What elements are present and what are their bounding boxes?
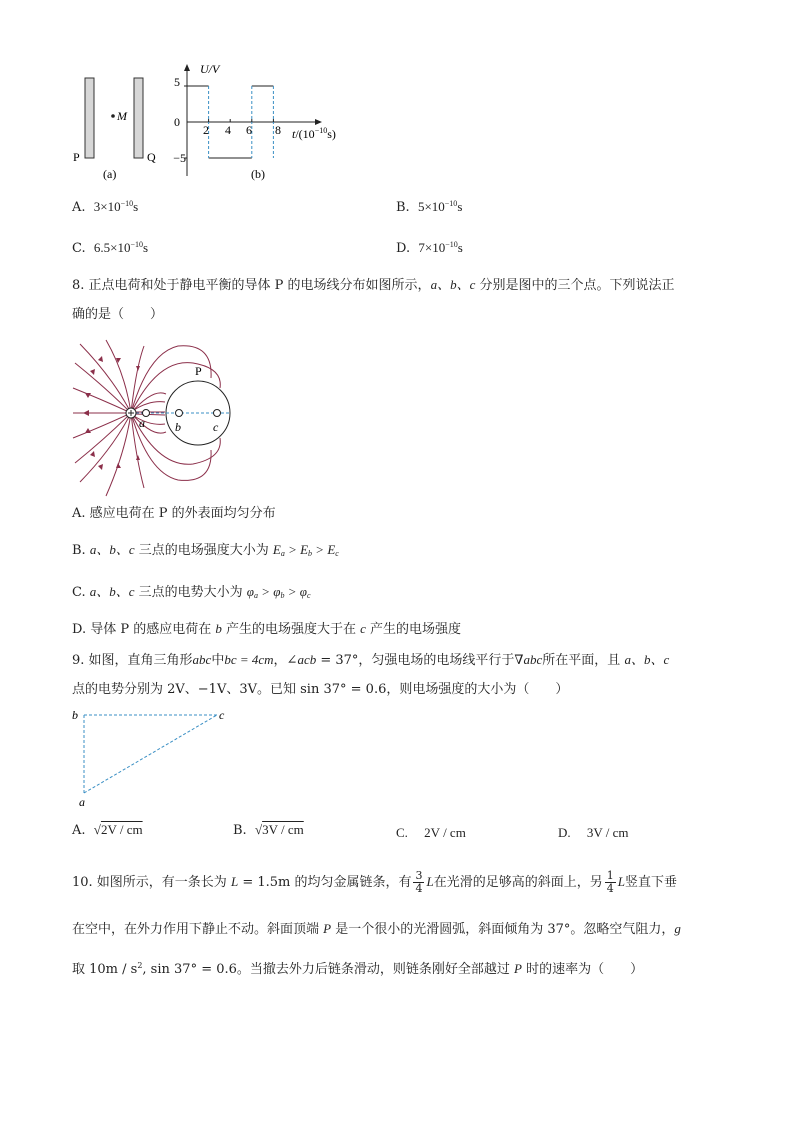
q9-var: abc [192,652,212,667]
q7-option-B[interactable] [396,199,462,215]
q10-text: 取 10m / s [72,962,138,977]
q10-var: L [426,874,434,889]
q10-text: , sin 37° = 0.6。当撤去外力后链条滑动，则链条刚好全部越过 [142,962,515,977]
q8-stem-line2: 确的是（ ） [72,307,164,322]
option-unit: s [457,199,463,214]
label-Q: Q [147,150,156,164]
label-c: c [213,420,219,434]
q10-stem-line3: 取 $10m / s^2$, sin 37° = 0.6。当撤去外力后链条滑动，则链条刚好全部越过 P 时的速率为（ ） [72,961,644,977]
option-exp: −10 [120,199,134,208]
q10-var: P [323,921,332,936]
point-ref: b [215,621,222,636]
option-exp: −10 [445,240,458,249]
plates-figure [70,70,180,185]
potential-inequality: $\varphi_a > \varphi_b > \varphi_c$ [246,584,311,600]
caption-a: (a) [103,167,117,181]
option-unit: s [143,240,149,255]
q9-option-D[interactable]: D. 3V / cm [558,825,629,840]
option-exp: −10 [130,240,143,249]
x-axis-arrow [315,119,322,125]
q8-points: a、b、c [430,277,476,292]
q9-text: 中 [211,653,225,668]
field-inequality: $E_a > E_b > E_c$ [272,542,339,558]
option-text: 三点的电场强度大小为 [134,543,273,558]
caption-b: (b) [251,167,265,181]
plate-P [85,78,94,158]
y-tick-0: 0 [174,115,180,129]
label-M: M [117,109,127,123]
q8-option-C[interactable] [72,583,311,605]
option-unit: s [133,199,139,214]
q7-option-A[interactable] [72,199,138,215]
q8-option-D[interactable] [72,620,461,639]
q8-text: 8. 正点电荷和处于静电平衡的导体 P 的电场线分布如图所示， [72,278,431,293]
option-value: 3×10 [93,199,121,214]
q9-text: ，∠ [273,653,298,668]
option-text: 三点的电势大小为 [134,585,247,600]
fraction-3-4: $\frac{3}{4}$ [415,869,423,895]
y-axis-arrow [184,64,190,71]
q9-text: 9. 如图，直角三角形 [72,653,193,668]
q9-var: a、b、c [624,652,670,667]
field-lines-figure [68,338,238,498]
triangle-figure [70,705,240,810]
sqrt-sign: √ [254,822,263,837]
fraction-1-4: $\frac{1}{4}$ [606,869,614,895]
q9-stem-line2: 点的电势分别为 2V、−1V、3V。已知 sin 37° = 0.6，则电场强度的大小为（ ） [72,682,569,697]
point-M-dot [111,114,115,118]
label-c: c [219,708,225,722]
q8-option-B[interactable] [72,541,339,563]
q10-text: 时的速率为（ ） [521,962,644,977]
x-tick-8: 8 [275,123,281,137]
q9-option-C[interactable]: C. 2V / cm [396,825,466,840]
option-text: D. 导体 P 的感应电荷在 [72,622,216,637]
xlabel: $t/(10^{-10}s)$ [292,126,336,141]
q7-option-D[interactable] [396,240,463,256]
option-value: 5×10 [417,199,445,214]
y-tick-neg5: −5 [173,151,186,165]
sqrt-sign: √ [93,822,101,837]
option-letter: B. [396,200,410,215]
q9-var: abc [523,652,543,667]
option-value: 6.5×10 [93,240,131,255]
q9-var: acb [297,652,317,667]
q9-option-B[interactable] [233,822,304,838]
label-b: b [175,420,181,434]
q10-text: 在空中，在外力作用下静止不动。斜面顶端 [72,922,324,937]
label-a: a [139,416,145,430]
q10-var: L [617,874,625,889]
q8-stem-line1 [72,276,674,295]
q10-text: = 1.5m 的均匀金属链条，有 [238,875,412,890]
option-unit: s [457,240,463,255]
option-value: 3V / cm [262,822,304,837]
q10-stem-line2 [72,920,681,939]
q8-text-2: 分别是图中的三个点。下列说法正 [475,278,675,293]
option-letter: C. [72,241,86,256]
option-text: 产生的电场强度 [365,622,462,637]
label-b: b [72,708,78,722]
q10-var: P [514,961,522,976]
q10-text: 10. 如图所示，有一条长为 [72,875,231,890]
option-exp: −10 [444,199,458,208]
q8-points: a、b、c [89,584,135,599]
ylabel: U/V [200,62,220,76]
q9-option-A[interactable] [72,822,143,838]
q9-stem-line1 [72,651,669,670]
option-letter: D. [396,241,411,256]
point-ref: c [360,621,366,636]
q10-text: 在光滑的足够高的斜面上，另 [433,875,603,890]
label-P: P [195,364,202,378]
q7-option-C[interactable] [72,240,148,256]
point-c [214,410,221,417]
y-tick-5: 5 [174,75,180,89]
q8-points: a、b、c [89,542,135,557]
q10-var: g [674,921,681,936]
side-ac [84,715,217,793]
q9-var: bc = 4cm [224,652,274,667]
point-b [176,410,183,417]
option-letter: B. [233,823,247,838]
q9-text: 所在平面，且 [542,653,625,668]
voltage-graph [170,58,355,185]
label-a: a [79,795,85,809]
option-letter: C. [72,585,90,600]
option-value: 2V / cm [100,822,143,837]
option-letter: A. [72,200,86,215]
q10-stem-line1 [72,870,677,895]
q8-option-A[interactable]: A. 感应电荷在 P 的外表面均匀分布 [72,506,276,521]
q9-text: = 37°，匀强电场的电场线平行于∇ [316,653,524,668]
label-P: P [73,150,80,164]
x-tick-4: 4 [225,123,231,137]
q10-text: 是一个很小的光滑圆弧，斜面倾角为 37°。忽略空气阻力， [331,922,675,937]
option-letter: A. [72,823,86,838]
x-tick-6: 6 [246,123,252,137]
option-letter: B. [72,543,90,558]
q10-var: L [230,874,239,889]
option-text: 产生的电场强度大于在 [221,622,361,637]
plate-Q [134,78,143,158]
q10-text: 竖直下垂 [624,875,677,890]
option-value: 7×10 [418,240,446,255]
x-tick-2: 2 [203,123,209,137]
